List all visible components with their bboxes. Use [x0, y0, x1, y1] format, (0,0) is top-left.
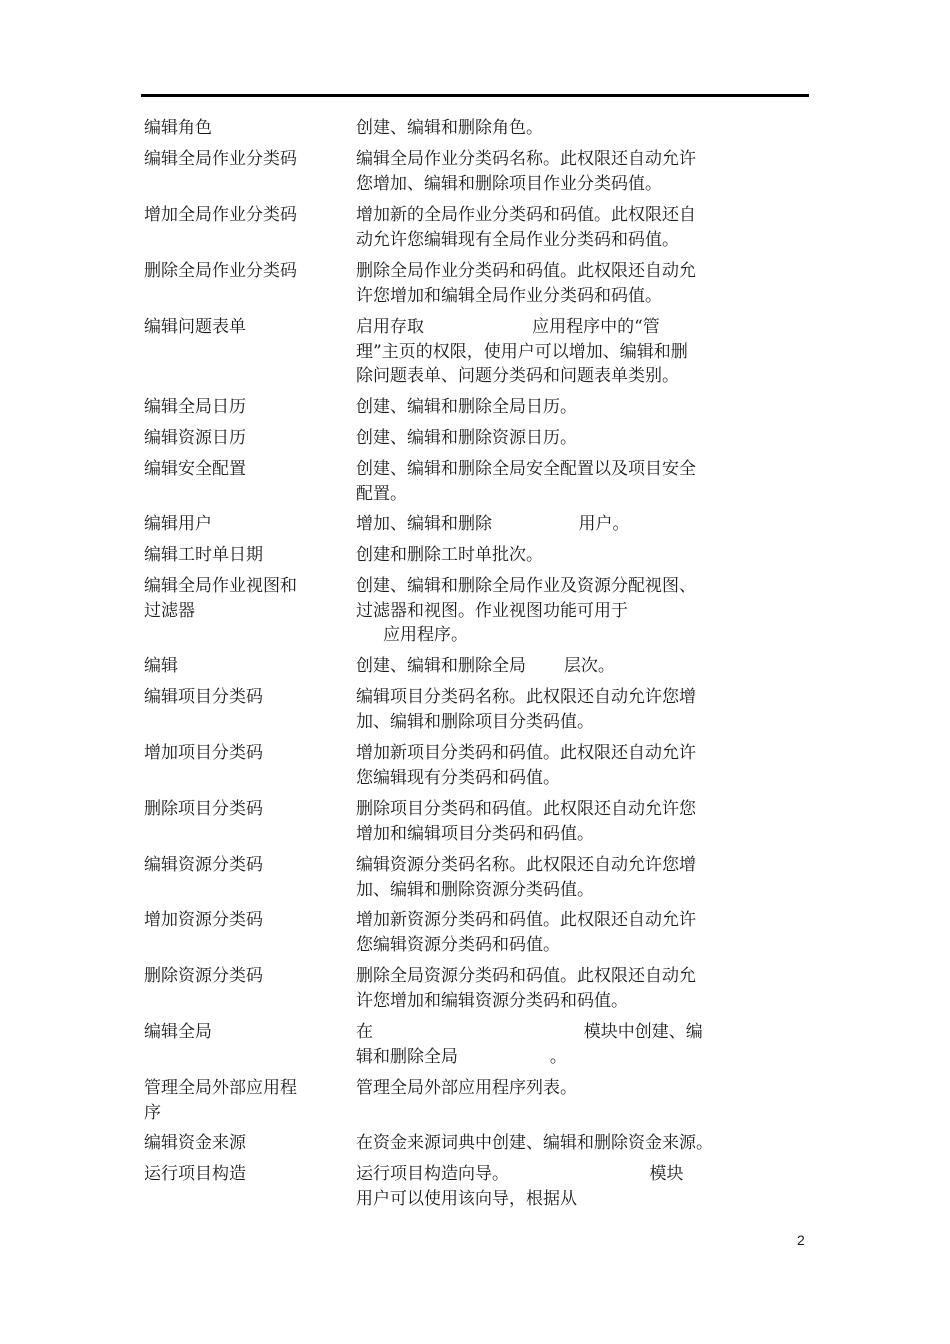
permission-description: 编辑资源分类码名称。此权限还自动允许您增 加、编辑和删除资源分类码值。 — [356, 855, 696, 900]
permission-name: 编辑安全配置 — [144, 459, 246, 479]
permission-name: 编辑全局作业视图和 过滤器 — [144, 576, 297, 621]
permission-description: 增加新的全局作业分类码和码值。此权限还自 动允许您编辑现有全局作业分类码和码值。 — [356, 205, 696, 250]
permission-description: 创建、编辑和删除全局作业及资源分配视图、 过滤器和视图。作业视图功能可用于 应用程序。 — [356, 576, 696, 645]
permission-name: 删除资源分类码 — [144, 966, 263, 986]
permission-name: 编辑用户 — [144, 514, 212, 534]
permission-name: 编辑角色 — [144, 118, 212, 138]
permission-description: 运行项目构造向导。 模块 用户可以使用该向导，根据从 — [356, 1164, 684, 1209]
permission-name: 增加全局作业分类码 — [144, 205, 297, 225]
permission-name: 编辑资源日历 — [144, 428, 246, 448]
permission-description: 在 模块中创建、编 辑和删除全局 。 — [356, 1022, 703, 1067]
permission-name: 编辑工时单日期 — [144, 545, 263, 565]
header-rule — [141, 94, 809, 97]
permission-description: 编辑项目分类码名称。此权限还自动允许您增 加、编辑和删除项目分类码值。 — [356, 687, 696, 732]
permission-name: 编辑资金来源 — [144, 1133, 246, 1153]
permission-name: 编辑问题表单 — [144, 317, 246, 337]
permission-description: 管理全局外部应用程序列表。 — [356, 1078, 577, 1098]
permission-name: 增加项目分类码 — [144, 743, 263, 763]
permission-description: 删除全局资源分类码和码值。此权限还自动允 许您增加和编辑资源分类码和码值。 — [356, 966, 696, 1011]
permission-name: 运行项目构造 — [144, 1164, 246, 1184]
permission-name: 编辑 — [144, 656, 178, 676]
permission-description: 增加、编辑和删除 用户。 — [356, 514, 630, 534]
permission-description: 增加新资源分类码和码值。此权限还自动允许 您编辑资源分类码和码值。 — [356, 910, 696, 955]
permission-description: 创建、编辑和删除全局 层次。 — [356, 656, 615, 676]
permission-description: 创建、编辑和删除资源日历。 — [356, 428, 577, 448]
permission-name: 编辑全局作业分类码 — [144, 149, 297, 169]
page-number: 2 — [797, 1232, 805, 1248]
permission-name: 编辑全局日历 — [144, 397, 246, 417]
permission-name: 编辑项目分类码 — [144, 687, 263, 707]
permission-description: 编辑全局作业分类码名称。此权限还自动允许 您增加、编辑和删除项目作业分类码值。 — [356, 149, 696, 194]
permission-description: 创建、编辑和删除角色。 — [356, 118, 543, 138]
permission-name: 增加资源分类码 — [144, 910, 263, 930]
permission-description: 创建、编辑和删除全局安全配置以及项目安全 配置。 — [356, 459, 696, 504]
permission-name: 管理全局外部应用程 序 — [144, 1078, 297, 1123]
permission-description: 创建、编辑和删除全局日历。 — [356, 397, 577, 417]
permission-description: 创建和删除工时单批次。 — [356, 545, 543, 565]
permission-name: 删除全局作业分类码 — [144, 261, 297, 281]
permission-description: 删除全局作业分类码和码值。此权限还自动允 许您增加和编辑全局作业分类码和码值。 — [356, 261, 696, 306]
permission-name: 删除项目分类码 — [144, 799, 263, 819]
permission-description: 启用存取 应用程序中的“管 理”主页的权限，使用户可以增加、编辑和删 除问题表单、问题分类码和问题表单类别。 — [356, 317, 688, 386]
permission-description: 在资金来源词典中创建、编辑和删除资金来源。 — [356, 1133, 713, 1153]
permission-description: 增加新项目分类码和码值。此权限还自动允许 您编辑现有分类码和码值。 — [356, 743, 696, 788]
permission-description: 删除项目分类码和码值。此权限还自动允许您 增加和编辑项目分类码和码值。 — [356, 799, 696, 844]
permission-name: 编辑资源分类码 — [144, 855, 263, 875]
permission-name: 编辑全局 — [144, 1022, 212, 1042]
